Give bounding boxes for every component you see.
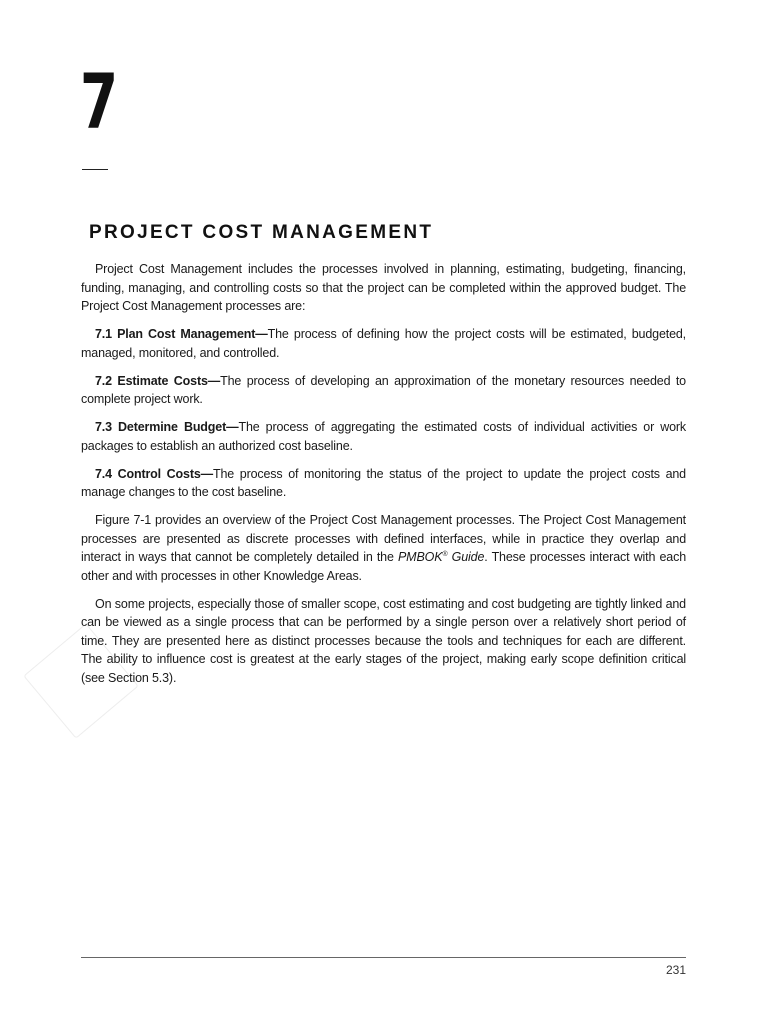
chapter-number: 7 (80, 57, 119, 146)
closing-paragraph: On some projects, especially those of smaller scope, cost estimating and cost budgeting are tightly linked and can be viewed as a single process that can be performed by a single person over a relatively short period of time. They are presented here as distinct processes because the tools and techniques for each are different. The ability to influence cost is greatest at the early stages of the project, making early scope definition critical (see Section 5.3). (81, 596, 686, 685)
process-description: The process of aggregating the estimated costs of individual activities or work packages to establish an authorized cost baseline. (81, 420, 687, 453)
guide-name: PMBOK® Guide (398, 550, 485, 564)
process-description: The process of monitoring the status of the project to update the project costs and manage changes to the cost baseline. (81, 466, 686, 499)
chapter-rule (82, 169, 108, 170)
intro-paragraph: Project Cost Management includes the processes involved in planning, estimating, budgeting, financing, funding, managing, and controlling costs so that the project can be completed within the approved budget. The Project Cost Management processes are: (81, 262, 686, 313)
process-item (81, 465, 686, 502)
process-heading: 7.4 Control Costs— (95, 466, 214, 481)
process-heading: 7.2 Estimate Costs— (95, 373, 221, 388)
process-heading: 7.3 Determine Budget— (95, 420, 239, 434)
process-description: The process of developing an approximation of the monetary resources needed to complete project work. (81, 373, 686, 406)
process-heading: 7.1 Plan Cost Management— (95, 327, 268, 341)
overview-text-part1: Figure 7-1 provides an overview of the Project Cost Management processes. The Project Cost Management processes are presented as discrete processes with defined interfaces, while in practice they overlap and interact in ways that cannot be completely detailed in the (81, 513, 686, 564)
process-description: The process of defining how the project costs will be estimated, budgeted, managed, monitored, and controlled. (81, 327, 686, 360)
chapter-body (81, 260, 686, 697)
overview-paragraph (81, 511, 686, 585)
page-number: 231 (665, 963, 686, 977)
chapter-title: PROJECT COST MANAGEMENT (89, 222, 434, 243)
overview-text-part2: . These processes interact with each other and with processes in other Knowledge Areas. (81, 550, 686, 583)
process-item (81, 372, 686, 409)
process-item (81, 418, 686, 455)
process-item (81, 325, 686, 362)
registered-mark: ® (442, 550, 448, 558)
footer-rule (81, 957, 686, 958)
